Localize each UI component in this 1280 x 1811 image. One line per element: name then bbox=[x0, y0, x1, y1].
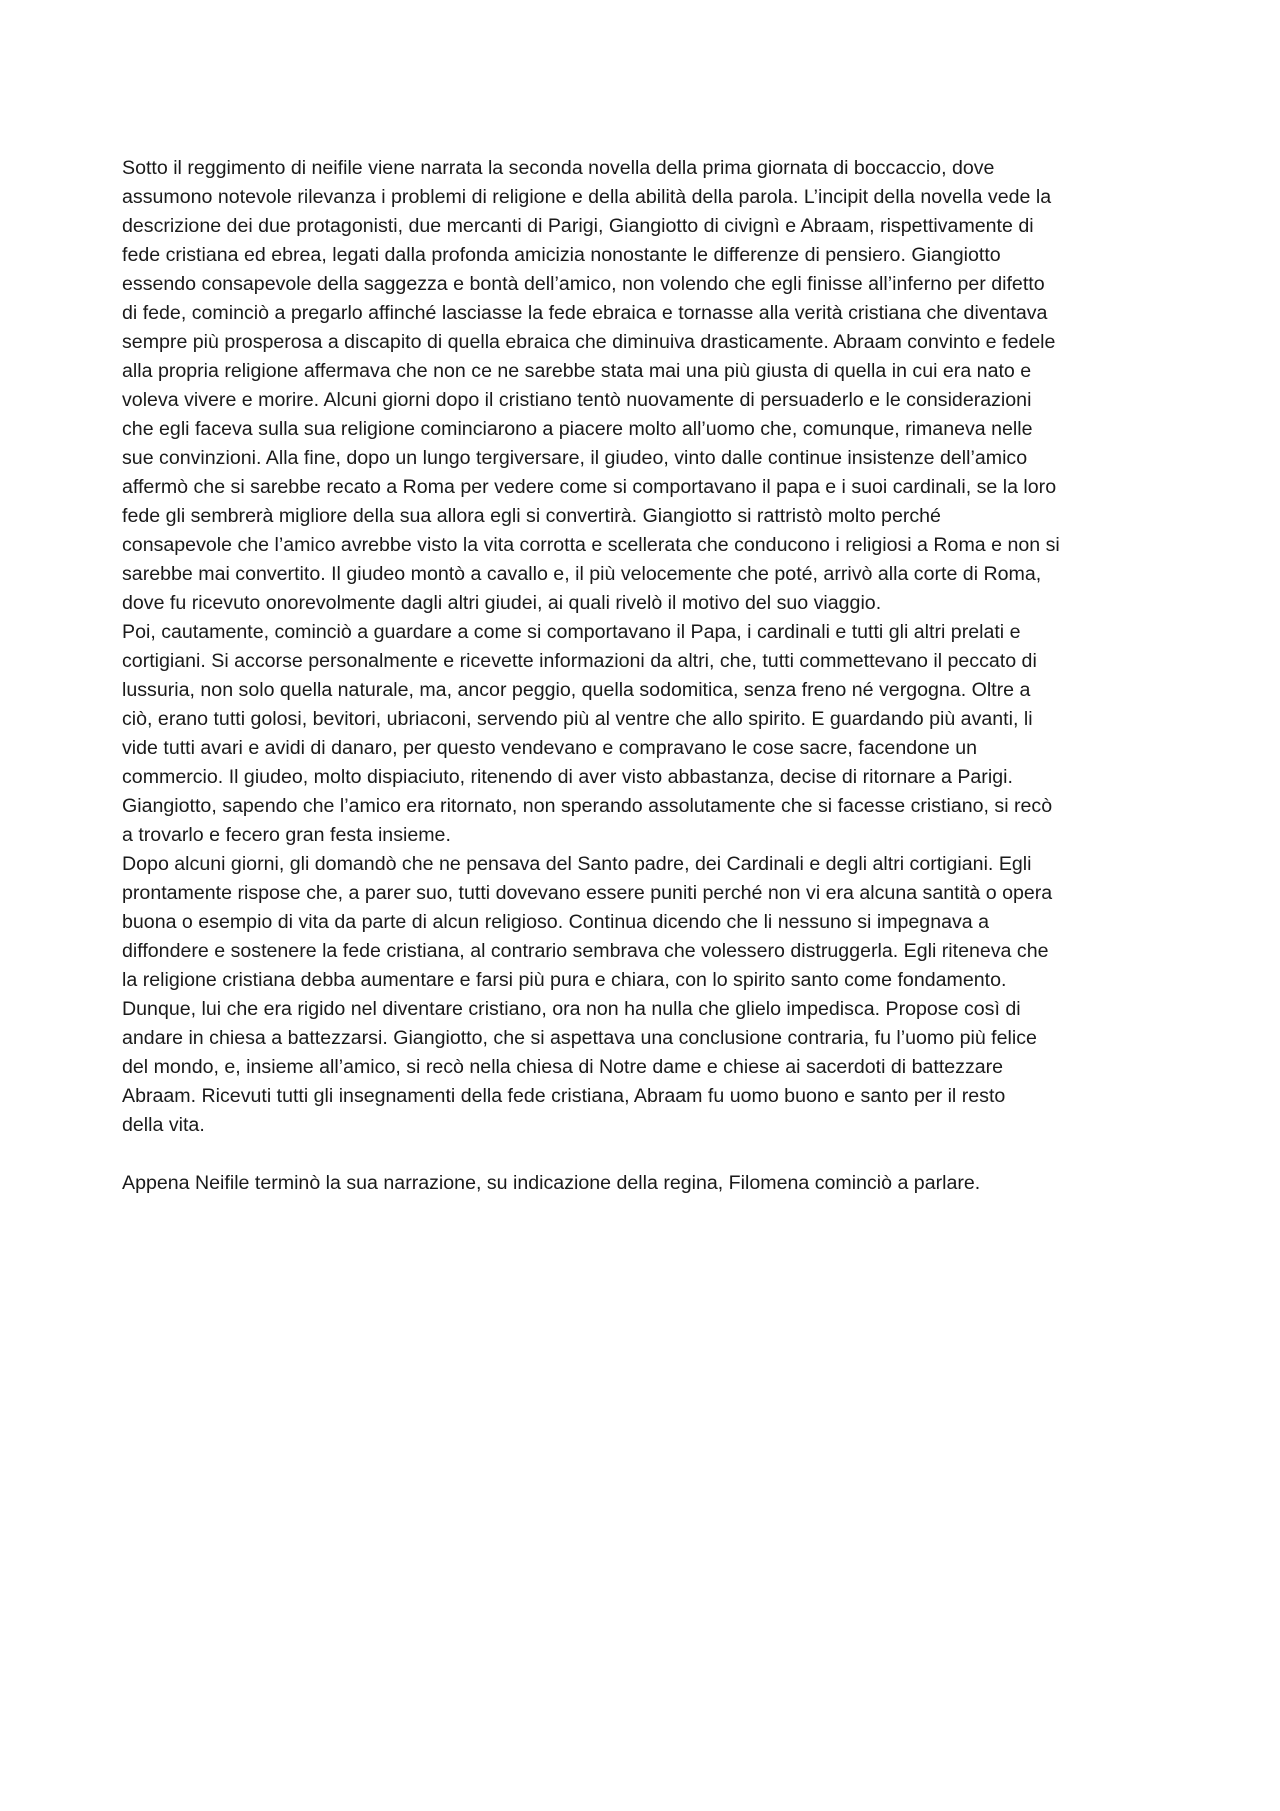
text-line: Dunque, lui che era rigido nel diventare cristiano, ora non ha nulla che glielo impedisca. Propose così di bbox=[122, 998, 1021, 1020]
text-line: che egli faceva sulla sua religione cominciarono a piacere molto all’uomo che, comunque, rimaneva nelle bbox=[122, 418, 1033, 440]
text-line: Giangiotto, sapendo che l’amico era ritornato, non sperando assolutamente che si facesse cristiano, si recò bbox=[122, 795, 1053, 817]
text-line: Poi, cautamente, cominciò a guardare a come si comportavano il Papa, i cardinali e tutti gli altri prelati e bbox=[122, 621, 1021, 643]
text-line: dove fu ricevuto onorevolmente dagli altri giudei, ai quali rivelò il motivo del suo viaggio. bbox=[122, 592, 882, 614]
text-line: vide tutti avari e avidi di danaro, per questo vendevano e compravano le cose sacre, facendone un bbox=[122, 737, 978, 759]
text-line: prontamente rispose che, a parer suo, tutti dovevano essere puniti perché non vi era alcuna santità o opera bbox=[122, 882, 1053, 904]
text-line: del mondo, e, insieme all’amico, si recò nella chiesa di Notre dame e chiese ai sacerdoti di battezzare bbox=[122, 1056, 1004, 1078]
text-line: lussuria, non solo quella naturale, ma, ancor peggio, quella sodomitica, senza freno né vergogna. Oltre a bbox=[122, 679, 1031, 701]
text-line: ciò, erano tutti golosi, bevitori, ubriaconi, servendo più al ventre che allo spirito. E guardando più avanti, li bbox=[122, 708, 1033, 730]
text-line: assumono notevole rilevanza i problemi di religione e della abilità della parola. L’incipit della novella vede la bbox=[122, 186, 1052, 208]
text-line: essendo consapevole della saggezza e bontà dell’amico, non volendo che egli finisse all’inferno per difetto bbox=[122, 273, 1045, 295]
text-line: sempre più prosperosa a discapito di quella ebraica che diminuiva drasticamente. Abraam convinto e fedele bbox=[122, 331, 1056, 353]
text-line: sarebbe mai convertito. Il giudeo montò a cavallo e, il più velocemente che poté, arrivò alla corte di Roma, bbox=[122, 563, 1042, 585]
text-line: andare in chiesa a battezzarsi. Giangiotto, che si aspettava una conclusione contraria, fu l’uomo più felice bbox=[122, 1027, 1037, 1049]
document-body bbox=[122, 154, 1172, 1198]
text-line: la religione cristiana debba aumentare e farsi più pura e chiara, con lo spirito santo come fondamento. bbox=[122, 969, 1007, 991]
text-line: commercio. Il giudeo, molto dispiaciuto, ritenendo di aver visto abbastanza, decise di ritornare a Parigi. bbox=[122, 766, 1013, 788]
text-line: sue convinzioni. Alla fine, dopo un lungo tergiversare, il giudeo, vinto dalle continue insistenze dell’amico bbox=[122, 447, 1028, 469]
text-line: della vita. bbox=[122, 1114, 205, 1136]
text-line: consapevole che l’amico avrebbe visto la vita corrotta e scellerata che conducono i religiosi a Roma e non si bbox=[122, 534, 1060, 556]
paragraph-spacer bbox=[122, 1140, 1172, 1169]
text-line: descrizione dei due protagonisti, due mercanti di Parigi, Giangiotto di civignì e Abraam, rispettivamente di bbox=[122, 215, 1034, 237]
text-line: Sotto il reggimento di neifile viene narrata la seconda novella della prima giornata di boccaccio, dove bbox=[122, 157, 995, 179]
closing-line: Appena Neifile terminò la sua narrazione, su indicazione della regina, Filomena cominciò a parlare. bbox=[122, 1172, 981, 1194]
text-line: Dopo alcuni giorni, gli domandò che ne pensava del Santo padre, dei Cardinali e degli altri cortigiani. Egli bbox=[122, 853, 1032, 875]
text-line: di fede, cominciò a pregarlo affinché lasciasse la fede ebraica e tornasse alla verità cristiana che diventava bbox=[122, 302, 1048, 324]
text-line: fede cristiana ed ebrea, legati dalla profonda amicizia nonostante le differenze di pensiero. Giangiotto bbox=[122, 244, 1001, 266]
text-line: Abraam. Ricevuti tutti gli insegnamenti della fede cristiana, Abraam fu uomo buono e santo per il resto bbox=[122, 1085, 1006, 1107]
text-line: fede gli sembrerà migliore della sua allora egli si convertirà. Giangiotto si rattristò molto perché bbox=[122, 505, 941, 527]
text-line: diffondere e sostenere la fede cristiana, al contrario sembrava che volessero distruggerla. Egli riteneva che bbox=[122, 940, 1049, 962]
text-line: a trovarlo e fecero gran festa insieme. bbox=[122, 824, 451, 846]
text-line: cortigiani. Si accorse personalmente e ricevette informazioni da altri, che, tutti commettevano il peccato di bbox=[122, 650, 1037, 672]
text-line: voleva vivere e morire. Alcuni giorni dopo il cristiano tentò nuovamente di persuaderlo e le considerazioni bbox=[122, 389, 1032, 411]
text-line: alla propria religione affermava che non ce ne sarebbe stata mai una più giusta di quella in cui era nato e bbox=[122, 360, 1032, 382]
text-line: affermò che si sarebbe recato a Roma per vedere come si comportavano il papa e i suoi cardinali, se la loro bbox=[122, 476, 1057, 498]
text-line: buona o esempio di vita da parte di alcun religioso. Continua dicendo che li nessuno si impegnava a bbox=[122, 911, 990, 933]
